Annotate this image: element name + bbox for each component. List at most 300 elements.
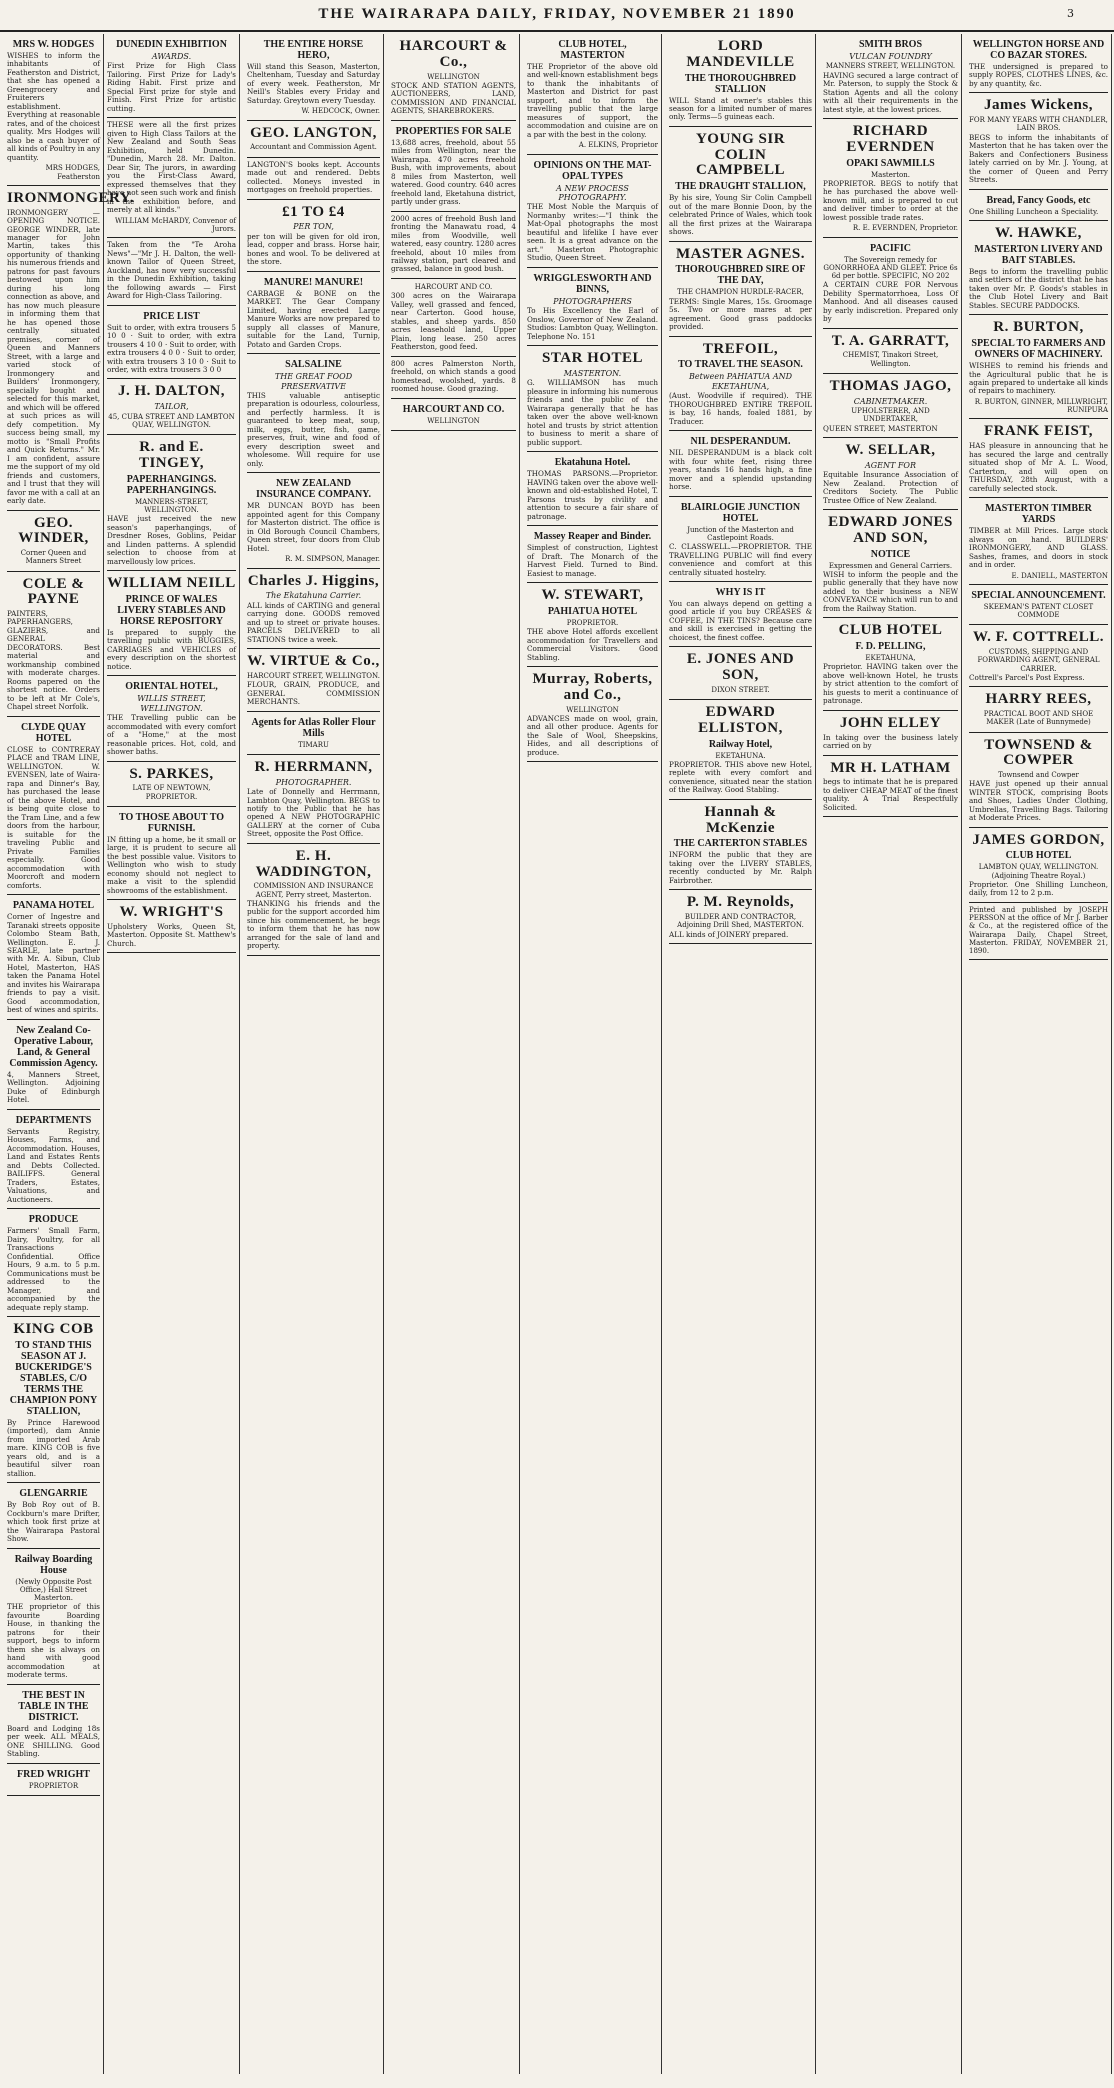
advertisement: [669, 497, 812, 582]
advertisement: [527, 526, 658, 583]
ad-headline: MANURE! MANURE!: [263, 276, 364, 288]
ad-headline: NEW ZEALAND INSURANCE COMPANY.: [255, 478, 371, 501]
ad-headline: ORIENTAL HOTEL,: [125, 681, 218, 693]
ad-body: IN fitting up a home, be it small or large, it is prudent to secure all the best possible value. Visitors to Wellington who wish to study economy should not neglect to make a visit to the splendid showrooms of the establishment.: [107, 834, 236, 895]
ad-body: QUEEN STREET, MASTERTON: [823, 423, 938, 433]
column-6: [666, 34, 816, 2074]
ad-headline: TO THOSE ABOUT TO FURNISH.: [119, 811, 224, 834]
ad-subline: SKEEMAN'S PATENT CLOSET COMMODE: [983, 602, 1094, 620]
ad-body: WISHES to remind his friends and the Agricultural public that he is again prepared to undertake all kinds of repairs to machinery.: [969, 361, 1108, 396]
advertisement: [391, 399, 516, 431]
ad-body: Suit to order, with extra trousers 5 10 0 · Suit to order, with extra trousers 4 10 0 · Suit to order, with extra trousers 4 0 0 · Suit to order, with extra trousers 3 10 0 · Suit to order, with extra trousers 3 0 0: [107, 322, 236, 374]
ad-headline-large: YOUNG SIR COLIN CAMPBELL: [695, 130, 786, 179]
ad-headline-large: CLUB HOTEL: [838, 622, 943, 639]
ad-headline-large: MR H. LATHAM: [830, 759, 951, 776]
ad-headline-large: Hannah & McKenzie: [704, 803, 777, 836]
advertisement: [669, 800, 812, 890]
advertisement: [391, 34, 516, 121]
ad-body: THE undersigned is prepared to supply ROPES, CLOTHES LINES, &c. by any quantity, &c.: [969, 62, 1108, 88]
ad-subline: PROPRIETOR: [28, 1781, 79, 1790]
ad-headline-large: STAR HOTEL: [542, 350, 643, 367]
ad-headline-large: KING COB: [13, 1321, 94, 1337]
ad-headline: TO TRAVEL THE SEASON.: [678, 359, 803, 371]
advertisement: [107, 306, 236, 380]
ad-body: Farmers' Small Farm, Dairy, Poultry, for all Transactions Confidential. Office Hours, 9 a.m. to 5 p.m. Communications must be addressed to the Manager, and accompanied by the adequate reply stamp.: [7, 1226, 100, 1312]
ad-subline: UPHOLSTERER, AND UNDERTAKER,: [851, 407, 930, 424]
ad-body: THOMAS PARSONS.—Proprietor. HAVING taken over the above well-known and old-established Hotel, T. Parsons trusts by civility and attention to secure a fair share of patronage.: [527, 469, 658, 521]
ad-body: Upholstery Works, Queen St, Masterton. Opposite St. Matthew's Church.: [107, 921, 236, 948]
ad-signature: WILLIAM McHARDY, Convenor of Jurors.: [114, 216, 236, 233]
ad-headline: Ekatahuna Hotel.: [554, 457, 631, 469]
ad-headline: THE THOROUGHBRED STALLION: [684, 72, 797, 95]
ad-body: A CERTAIN CURE FOR Nervous Debility Spermatorrhoea, Loss Of Manhood. And all diseases caused by early indiscretion. Prepared only by: [823, 280, 958, 324]
ad-body: Proprietor. HAVING taken over the above well-known Hotel, he trusts by strict attention to the comfort of his guests to merit a continuance of patronage.: [823, 662, 958, 706]
advertisement: [247, 272, 380, 354]
ad-headline-large: EDWARD ELLISTON,: [698, 704, 783, 736]
advertisement: [669, 700, 812, 800]
advertisement: [7, 1110, 100, 1209]
ad-headline-large: JOHN ELLEY: [839, 714, 942, 731]
ad-body: Simplest of construction, Lightest of Draft. The Monarch of the Harvest Field. Turned to Bind. Easiest to manage.: [527, 543, 658, 578]
advertisement: [969, 34, 1108, 93]
printer-imprint: Printed and published by JOSEPH PERSSON at the office of Mr J. Barber & Co., at the registered office of the Wairarapa Daily, Chapel Street, Masterton. FRIDAY, NOVEMBER 21, 1890.: [969, 905, 1108, 956]
ad-headline: OPINIONS ON THE MAT-OPAL TYPES: [533, 159, 652, 182]
ad-body: C. CLASSWELL.—PROPRIETOR. THE TRAVELLING PUBLIC will find every convenience and comfort at this centrally situated hostelry.: [669, 542, 812, 577]
ad-headline-large: Murray, Roberts, and Co.,: [532, 671, 653, 703]
page-number: 3: [1067, 7, 1074, 20]
ad-body: TIMBER at Mill Prices. Large stock always on hand. BUILDERS' IRONMONGERY, AND GLASS. Sashes, frames, and doors in stock and in order.: [969, 526, 1108, 570]
ad-subline: LATE OF NEWTOWN, PROPRIETOR.: [132, 784, 211, 801]
ad-subheading: The Ekatahuna Carrier.: [265, 591, 362, 601]
ad-body: THE Most Noble the Marquis of Normanby writes:—"I think the Mat-Opal photographs the most beautiful and lifelike I have ever seen. It is a great advance on the art." Masterton Photographic Studio, Queen Street.: [527, 202, 658, 263]
ad-signature: R. M. SIMPSON, Manager.: [285, 555, 380, 564]
ad-subline: CHEMIST, Tinakori Street, Wellington.: [842, 351, 939, 368]
advertisement: [969, 828, 1108, 903]
advertisement: [823, 329, 958, 374]
advertisement: [247, 121, 380, 158]
ad-headline: CLUB HOTEL, MASTERTON: [558, 39, 627, 61]
ad-headline: NIL DESPERANDUM.: [690, 436, 791, 448]
ad-headline-large: W. VIRTUE & Co.,: [247, 653, 380, 670]
advertisement: [669, 647, 812, 700]
advertisement: [823, 510, 958, 618]
advertisement: [969, 190, 1108, 221]
ad-headline: HARCOURT AND CO.: [402, 403, 505, 415]
advertisement: [669, 337, 812, 432]
advertisement: [7, 1209, 100, 1317]
ad-signature: R. BURTON, GINNER, MILLWRIGHT, RUNIPURA: [974, 397, 1108, 415]
ad-headline-large: HARCOURT & Co.,: [399, 38, 508, 70]
ad-headline-large: W. SELLAR,: [845, 442, 936, 459]
ad-subline: LAMBTON QUAY, WELLINGTON. (Adjoining Theatre Royal.): [978, 863, 1099, 880]
ad-body: FLOUR, GRAIN, PRODUCE, and GENERAL COMMISSION MERCHANTS.: [247, 680, 380, 707]
ad-headline: NOTICE: [870, 548, 911, 560]
ad-subline: PRACTICAL BOOT AND SHOE MAKER (Late of Bunnymede): [983, 710, 1094, 727]
advertisement: [7, 1549, 100, 1685]
advertisement: [107, 238, 236, 305]
ad-body: THANKING his friends and the public for the support accorded him since his commencement, he begs to inform them that he has now arranged for the sale of land and property.: [247, 898, 380, 951]
ad-headline: PRICE LIST: [143, 310, 200, 322]
advertisement: [669, 34, 812, 127]
ad-headline: GLENGARRIE: [19, 1488, 88, 1500]
advertisement: [247, 755, 380, 844]
ad-subline: PROPRIETOR.: [566, 618, 619, 627]
advertisement: [669, 242, 812, 337]
ad-subheading: AGENT FOR: [864, 460, 917, 470]
ad-subline: Corner Queen and Manners Street: [20, 549, 87, 566]
ad-headline-large: E. H. WADDINGTON,: [255, 847, 372, 880]
ad-signature: MRS HODGES, Featherston: [45, 164, 100, 181]
ad-subline: Townsend and Cowper: [998, 771, 1079, 780]
advertisement: [7, 1483, 100, 1548]
ad-headline-large: LORD MANDEVILLE: [686, 38, 795, 70]
advertisement: [969, 903, 1108, 961]
advertisement: [823, 238, 958, 329]
ad-subline: 45, CUBA STREET AND LAMBTON QUAY, WELLINGTON.: [108, 412, 235, 429]
advertisement: [7, 1020, 100, 1110]
ad-headline-large: Charles J. Higgins,: [247, 572, 380, 589]
ad-headline: WHY IS IT: [715, 586, 766, 598]
ad-headline-large: E. JONES AND SON,: [686, 651, 795, 684]
advertisement: [7, 717, 100, 895]
ad-headline-large: £1 TO £4: [282, 203, 345, 220]
ad-headline: Railway Hotel,: [708, 738, 773, 750]
ad-body: To His Excellency the Earl of Onslow, Governor of New Zealand. Studios: Lambton Quay, Wellington. Telephone No. 151: [527, 306, 658, 341]
ad-body: Cottrell's Parcel's Post Express.: [969, 672, 1085, 682]
ad-headline-large: J. H. DALTON,: [118, 383, 225, 400]
advertisement: [247, 712, 380, 755]
advertisement: [669, 582, 812, 647]
newspaper-title: THE WAIRARAPA DAILY, FRIDAY, NOVEMBER 21 1890: [318, 6, 796, 22]
ad-headline-large: TOWNSEND & COWPER: [984, 736, 1093, 769]
advertisement: [969, 419, 1108, 498]
advertisement: [247, 354, 380, 473]
ad-body: ALL kinds of JOINERY prepared.: [669, 929, 789, 939]
advertisement: [107, 379, 236, 435]
ad-headline: MRS W. HODGES: [12, 39, 95, 50]
ad-subheading: WILLIS STREET, WELLINGTON.: [137, 694, 206, 713]
ad-headline-large: WILLIAM NEILL: [107, 575, 236, 592]
ad-body: You can always depend on getting a good article if you buy CREASES & COFFEE, IN THE TINS? Because care and skill is exercised in getting the choicest, the finest coffee.: [669, 598, 812, 642]
ad-subheading: TAILOR,: [154, 402, 189, 412]
advertisement: [969, 315, 1108, 419]
ad-body: PAINTERS, PAPERHANGERS, GLAZIERS, and GENERAL DECORATORS. Best material and workmanship combined with moderate charges. Rooms papered on the shortest notice. Orders to be left at Mr Cole's, Chapel street Norfolk.: [7, 609, 100, 712]
ad-signature: E. DANIELL, MASTERTON: [1011, 571, 1108, 580]
ad-body: Proprietor. One Shilling Luncheon, daily, from 12 to 2 p.m.: [969, 879, 1108, 898]
advertisement: [969, 687, 1108, 732]
advertisement: [247, 569, 380, 650]
ad-body: Corner of Ingestre and Taranaki streets opposite Colombo Steam Bath, Wellington. E. J. SEARLE, late partner with Mr. A. Sibun, Club Hotel, Masterton, HAS taken the Panama Hotel and invites his Wairarapa friends to pay a visit. Good accommodation, best of wines and spirits.: [7, 912, 100, 1015]
ad-body: IRONMONGERY — OPENING NOTICE. GEORGE WINDER, late manager for John Martin, takes this opportunity of thanking his numerous friends and patrons for past favours bestowed upon him during his long connection as above, and has now much pleasure in informing them that he has opened those centrally situated premises, corner of Queen and Manners Street, with a large and varied stock of Ironmongery and Builders' Ironmongery, specially bought and selected for this market, and which will be offered at such prices as will defy competition. My success being small, my motto is "Small Profits and Quick Returns." Mr. I am confident, assure me the support of my old friends and customers, and I trust that they will favor me with a call at an early date.: [7, 207, 100, 506]
advertisement: [7, 1317, 100, 1483]
ad-body: In taking over the business lately carried on by: [823, 732, 958, 751]
advertisement: [391, 279, 516, 357]
ad-headline: SPECIAL ANNOUNCEMENT.: [971, 589, 1106, 601]
ad-headline: FRED WRIGHT: [17, 1768, 90, 1780]
ad-subline: Accountant and Commission Agent.: [250, 143, 377, 152]
advertisement: [823, 756, 958, 818]
ad-headline-large: R. HERRMANN,: [254, 758, 373, 775]
ad-headline-large: COLE & PAYNE: [22, 575, 85, 608]
ad-subline: EKETAHUNA.: [715, 751, 766, 760]
ad-body: G. WILLIAMSON has much pleasure in informing his numerous friends and the public of the Wairarapa generally that he has taken over the above well-known hotel and trusts by strict attention to business to merit a share of public support.: [527, 378, 658, 447]
ad-headline: Railway Boarding House: [14, 1553, 93, 1576]
ad-body: CLOSE to CONTRERAY PLACE and TRAM LINE, WELLINGTON. W. EVENSEN, late of Waira-rapa and Dinner's Bay, has purchased the lease of the above Hotel, and is being quite close to the Tram Line, and a few doors from the harbour, is suitable for the traveling Public and Private Families especially. Good accommodation with Moorcroft and modern comforts.: [7, 744, 100, 890]
ad-body: LANGTON'S books kept. Accounts made out and rendered. Debts collected. Moneys invested in mortgages on freehold properties.: [247, 159, 380, 195]
advertisement: [823, 374, 958, 438]
ad-headline: MASTERTON TIMBER YARDS: [985, 503, 1092, 526]
advertisement: [969, 221, 1108, 315]
ad-subline: TIMARU: [298, 740, 329, 749]
ad-subline: WELLINGTON: [566, 705, 619, 714]
ad-body: Is prepared to supply the travelling public with BUGGIES, CARRIAGES and VEHICLES of every description on the shortest notice.: [107, 627, 236, 671]
ad-body: WISH to inform the people and the public generally that they have now added to their business a NEW CONVEYANCE which will run to and from the Railway Station.: [823, 570, 958, 613]
ad-body: per ton will be given for old iron, lead, copper and brass. Horse hair, bones and wool. To be delivered at the store.: [247, 231, 380, 267]
ad-subheading: MASTERTON.: [563, 369, 622, 378]
ad-headline: THOROUGHBRED SIRE OF THE DAY,: [675, 264, 806, 287]
advertisement: [247, 34, 380, 121]
advertisement: [527, 452, 658, 526]
ad-body: begs to intimate that he is prepared to deliver CHEAP MEAT of the finest quality. A Trial Respectfully Solicited.: [823, 777, 958, 812]
advertisement: [391, 121, 516, 212]
advertisement: [969, 625, 1108, 687]
ad-subline: BUILDER AND CONTRACTOR, Adjoining Drill Shed, MASTERTON.: [677, 913, 804, 930]
ad-body: 4, Manners Street, Wellington. Adjoining Duke of Edinburgh Hotel.: [7, 1069, 100, 1105]
ad-subheading: AWARDS.: [151, 52, 192, 61]
ad-headline-large: GEO. WINDER,: [18, 514, 89, 547]
column-3: [244, 34, 384, 2074]
ad-body: HAVING secured a large contract of Mr. Paterson, to supply the Stock & Station Agents and all the colony with all their requirements in the latest style, at the lowest prices.: [823, 70, 958, 114]
advertisement: [247, 473, 380, 568]
ad-headline-large: THOMAS JAGO,: [829, 377, 952, 394]
ad-headline-large: W. F. COTTRELL.: [972, 629, 1104, 646]
ad-signature: W. HEDCOCK, Owner.: [301, 107, 380, 116]
advertisement: [7, 1685, 100, 1764]
ad-subline: (Newly Opposite Post Office,) Hall Street Masterton.: [15, 1577, 92, 1603]
advertisement: [107, 118, 236, 238]
ad-headline: CLUB HOTEL: [1005, 850, 1072, 862]
ad-subline: The Sovereign remedy for GONORRHOEA AND GLEET. Price 6s 6d per bottle. SPECIFIC, NO 202: [823, 255, 958, 281]
ad-headline-large: W. STEWART,: [541, 587, 644, 604]
ad-body: One Shilling Luncheon a Speciality.: [969, 206, 1099, 216]
column-1: [4, 34, 135, 2074]
advertisement: [7, 511, 100, 572]
advertisement: [669, 127, 812, 242]
ad-headline: CLYDE QUAY HOTEL: [20, 721, 87, 744]
ad-subheading: THE GREAT FOOD PRESERVATIVE: [274, 372, 353, 391]
ad-headline: SALSALINE: [285, 359, 342, 371]
ad-body: THESE were all the first prizes given to High Class Tailors at the New Zealand and South Seas Exhibition, held Dunedin. "Dunedin, March 28. Mr. Dalton. Dear Sir, The jurors, in awarding you the First-Class Award, expressed themselves that they have not seen such work and finish in the exhibition before, and merely at all kinds.": [107, 120, 236, 215]
advertisement: [247, 844, 380, 956]
advertisement: [527, 268, 658, 346]
advertisement: [391, 212, 516, 279]
advertisement: [7, 1764, 100, 1796]
ad-body: THE Proprietor of the above old and well-known establishment begs to thank the inhabitants of Masterton and District for past support, and to inform the travelling public that the large measures of support, the accommodation and cuisine are on a par with the best in the colony.: [527, 62, 658, 139]
ad-headline: PROPERTIES FOR SALE: [395, 125, 512, 137]
ad-subline: WELLINGTON: [427, 416, 480, 425]
ad-body: INFORM the public that they are taking over the LIVERY STABLES, recently conducted by Mr. Ralph Fairbrother.: [669, 850, 812, 885]
advertisement: [823, 34, 958, 119]
ad-headline: WELLINGTON HORSE AND CO BAZAR STORES.: [972, 39, 1105, 61]
ad-headline: Bread, Fancy Goods, etc: [986, 194, 1091, 206]
advertisement: [7, 895, 100, 1020]
advertisement: [7, 572, 100, 717]
ad-subline: HARCOURT STREET, WELLINGTON.: [247, 671, 380, 680]
advertisement: [969, 585, 1108, 626]
ad-headline-large: James Wickens,: [984, 97, 1093, 114]
ad-headline: WRIGGLESWORTH AND BINNS,: [533, 272, 652, 295]
ad-headline-large: JAMES GORDON,: [972, 831, 1105, 848]
ad-subline: MANNERS STREET, WELLINGTON.: [825, 62, 956, 71]
column-8: [966, 34, 1112, 2074]
advertisement: [823, 119, 958, 237]
ad-body: Board and Lodging 18s per week. ALL MEALS, ONE SHILLING. Good Stabling.: [7, 1723, 100, 1759]
ad-headline: BLAIRLOGIE JUNCTION HOTEL: [680, 501, 801, 524]
advertisement: [823, 711, 958, 756]
ad-body: 13,688 acres, freehold, about 55 miles from Wellington, near the Wairarapa. 470 acres freehold Bush, with improvements, about 8 miles from Masterton, well watered. Good country. 640 acres freehold land, Eketahuna district, partly under grass.: [391, 137, 516, 207]
advertisement: [823, 618, 958, 710]
ad-headline: SMITH BROS: [858, 39, 923, 50]
ad-headline-large: EDWARD JONES AND SON,: [828, 514, 953, 546]
advertisement: [7, 34, 100, 186]
advertisement: [107, 807, 236, 900]
ad-body: WILL Stand at owner's stables this season for a limited number of mares only. Terms—5 guineas each.: [669, 95, 812, 122]
advertisement: [391, 357, 516, 399]
ad-headline: PAPERHANGINGS. PAPERHANGINGS.: [126, 473, 217, 496]
ad-body: MR DUNCAN BOYD has been appointed agent for this Company for Masterton district. The office is in Old Borough Council Chambers, Queen street, four doors from Club Hotel.: [247, 501, 380, 553]
column-4: [388, 34, 520, 2074]
ad-headline-large: TREFOIL,: [702, 340, 779, 357]
ad-headline: TO STAND THIS SEASON AT J. BUCKERIDGE'S STABLES, C/O TERMS THE CHAMPION PONY STALLION,: [9, 1339, 98, 1417]
advertisement: [247, 158, 380, 200]
ad-subheading: PHOTOGRAPHERS: [553, 296, 632, 306]
advertisement: [107, 900, 236, 953]
advertisement: [247, 649, 380, 711]
ad-subline: Expressmen and General Carriers.: [828, 561, 953, 570]
ad-headline: SPECIAL TO FARMERS AND OWNERS OF MACHINERY.: [971, 338, 1106, 361]
ad-headline-large: P. M. Reynolds,: [686, 894, 795, 911]
column-5: [524, 34, 662, 2074]
ad-subheading: Between PAHIATUA AND EKETAHUNA,: [688, 372, 793, 391]
ad-signature: A. ELKINS, Proprietor: [578, 141, 658, 150]
ad-subline: COMMISSION AND INSURANCE AGENT, Perry street, Masterton.: [253, 882, 374, 899]
ad-subline: EKETAHUNA,: [865, 654, 916, 663]
advertisement: [107, 676, 236, 761]
ad-headline: F. D. PELLING,: [855, 641, 926, 653]
ad-body: Equitable Insurance Association of New Zealand. Protection of Creditors Society. The Public Trustee Office of New Zealand.: [823, 470, 958, 505]
advertisement: [7, 186, 135, 511]
ad-headline-large: W. HAWKE,: [995, 225, 1082, 242]
ad-subheading: CABINETMAKER.: [853, 396, 928, 406]
ad-subline: HARCOURT AND CO.: [414, 282, 493, 291]
ad-subline: WELLINGTON: [427, 72, 480, 81]
ad-subline: MANNERS-STREET, WELLINGTON.: [134, 497, 209, 514]
advertisement: [107, 34, 236, 118]
ad-body: TERMS: Single Mares, 15s. Groomage 5s. Two or more mares at per agreement. Good grass paddocks provided.: [669, 296, 812, 332]
ad-body: 2000 acres of freehold Bush land fronting the Manawatu road, 4 miles from Woodville, well watered, easy country. 1280 acres freehold, about 10 miles from railway station, part cleared and grassed, balance in good bush.: [391, 213, 516, 274]
ad-subheading: A NEW PROCESS PHOTOGRAPHY.: [556, 183, 629, 203]
ad-subline: CUSTOMS, SHIPPING AND FORWARDING AGENT, GENERAL CARRIER.: [977, 648, 1100, 673]
ad-headline-large: FRANK FEIST,: [983, 423, 1094, 440]
ad-body: Begs to inform the travelling public and settlers of the district that he has taken over Mr. P. Goods's stables in the Club Hotel Livery and Bait Stables. SECURE PADDOCKS.: [969, 266, 1108, 310]
ad-body: ALL kinds of CARTING and general carrying done. GOODS removed and up to street or private houses. PARCELS DELIVERED to all STATIONS twice a week.: [247, 600, 380, 644]
ad-body: WISHES to inform the inhabitants of Featherston and District, that she has opened a Greengrocery and Fruiterers establishment. Everything at reasonable rates, and of the choicest quality. Mrs Hodges will also be a cash buyer of all kinds of Poultry in any quantity.: [7, 51, 100, 162]
ad-headline: PANAMA HOTEL: [12, 900, 95, 912]
ad-body: Late of Donnelly and Herrmann, Lambton Quay, Wellington. BEGS to notify to the Public that he has opened A NEW PHOTOGRAPHIC GALLERY at the corner of Cuba Street, opposite the Post Office.: [247, 787, 380, 839]
ad-headline-large: T. A. GARRATT,: [831, 332, 950, 349]
ad-body: NIL DESPERANDUM is a black colt with four white feet, rising three years, stands 16 hands high, a fine mover and a splendid upstanding horse.: [669, 448, 812, 492]
ad-headline-large: GEO. LANGTON,: [250, 124, 377, 141]
ad-headline: OPAKI SAWMILLS: [846, 157, 935, 169]
ad-headline: Massey Reaper and Binder.: [533, 531, 652, 543]
ad-body: Servants Registry, Houses, Farms, and Accommodation. Houses, Land and Estates Rents and Debts Collected. BAILIFFS. General Traders, Estates, Valuations, and Auctioneers.: [7, 1126, 100, 1204]
ad-headline: Agents for Atlas Roller Flour Mills: [251, 716, 376, 739]
ad-body: Will stand this Season, Masterton, Cheltenham, Tuesday and Saturday of every week. Featherston, Mr Neill's Stables every Friday and Saturday. Greytown every Tuesday.: [247, 62, 380, 105]
ad-body: ADVANCES made on wool, grain, and all other produce. Agents for the Sale of Wool, Sheepskins, Hides, and all descriptions of produce.: [527, 713, 658, 757]
advertisement: [969, 93, 1108, 189]
ad-headline-large: MASTER AGNES.: [675, 245, 806, 262]
ad-body: Taken from the "Te Aroha News"—"Mr J. H. Dalton, the well-known Tailor of Queen Street, Auckland, has now very successful in the Dunedin Exhibition, taking the following awards — First Award for High-Class Tailoring.: [107, 240, 236, 301]
ad-headline-large: R. and E. TINGEY,: [138, 439, 205, 471]
ad-headline: PRINCE OF WALES LIVERY STABLES AND HORSE REPOSITORY: [117, 593, 226, 627]
ad-headline: THE ENTIRE HORSE HERO,: [263, 39, 364, 61]
ad-body: HAS pleasure in announcing that he has secured the large and centrally situated shop of Mr A. L. Wood, Carterton, and will open on THURSDAY, 28th August, with a carefully selected stock.: [969, 441, 1108, 493]
ad-body: HAVE just opened up their annual WINTER STOCK, comprising Boots and Shoes, Ladies Under Clothing, Umbrellas, Travelling Bags. Tailoring at Moderate Prices.: [969, 779, 1108, 823]
ad-headline: DEPARTMENTS: [15, 1114, 92, 1126]
advertisement: [527, 667, 658, 762]
ad-body: By his sire, Young Sir Colin Campbell out of the mare Bonnie Doon, by the celebrated Prince of Wales, which took all the first prizes at the Wairarapa shows.: [669, 193, 812, 237]
advertisement: [669, 890, 812, 944]
ad-body: THE proprietor of this favourite Boarding House, in thanking the patrons for their support, begs to inform them she is always on hand with good accommodation at moderate terms.: [7, 1602, 100, 1680]
advertisement: [527, 34, 658, 155]
ad-headline: DUNEDIN EXHIBITION: [116, 39, 227, 50]
ad-headline: PAHIATUA HOTEL: [547, 605, 638, 617]
ad-signature: R. E. EVERNDEN, Proprietor.: [852, 224, 958, 233]
ad-subheading: PHOTOGRAPHER.: [275, 777, 352, 787]
ad-body: By Prince Harewood (imported), dam Annie from imported Arab mare. KING COB is five years old, and is a beautiful silver roan stallion.: [7, 1417, 100, 1478]
ad-headline-large: W. WRIGHT'S: [119, 904, 224, 921]
ad-body: CARBAGE & BONE on the MARKET. The Gear Company Limited, having erected Large Manure Works are now prepared to supply all classes of Manure, suitable for the Land, Turnip, Potato and Garden Crops.: [247, 288, 380, 349]
ad-headline-large: RICHARD EVERNDEN: [846, 123, 935, 155]
column-2: [104, 34, 240, 2074]
ad-body: PROPRIETOR. BEGS to notify that he has purchased the above well-known mill, and is prepared to cut and deliver timber to order at the lowest possible trade rates.: [823, 178, 958, 222]
ad-body: THE above Hotel affords excellent accommodation for Travellers and Commercial Visitors. Good Stabling.: [527, 627, 658, 662]
ad-body: First Prize for High Class Tailoring. First Prize for Lady's Riding Habit. First prize and Special First prize for style and Finish. First Prize for artistic cutting.: [107, 61, 236, 113]
advertisement: [527, 346, 658, 452]
ad-body: THE Travelling public can be accommodated with every comfort of a "Home," at the most reasonable prices. Hot, cold, and shower baths.: [107, 713, 236, 757]
ad-body: 300 acres on the Wairarapa Valley, well grassed and fenced, near Carterton. Good house, stables, and sheep yards. 850 acres leasehold land, Upper Plain, long lease. 250 acres Featherston, good feed.: [391, 291, 516, 352]
ad-body: STOCK AND STATION AGENTS, AUCTIONEERS, LAND, COMMISSION AND FINANCIAL AGENTS, SHAREBROKERS.: [391, 80, 516, 116]
ad-body: BEGS to inform the inhabitants of Masterton that he has taken over the Bakers and Confectioners Business lately carried on by Mr. J. Young, at the corner of Queen and Perry Streets.: [969, 132, 1108, 185]
ad-headline: THE CARTERTON STABLES: [673, 838, 808, 850]
advertisement: [669, 431, 812, 496]
ad-body: PROPRIETOR. THIS above new Hotel, replete with every comfort and convenience, situated near the station of the Railway. Good Stabling.: [669, 759, 812, 795]
ad-body: HAVE just received the new season's paperhangings, of Dresdner Roses, Goblins, Peidar and Linden patterns. A splendid selection to choose from at marvellously low prices.: [107, 514, 236, 566]
ad-body: 800 acres Palmerston North, freehold, on which stands a good homestead, woolshed, yards. 8 roomed house. Good grazing.: [391, 358, 516, 394]
advertisement: [107, 762, 236, 807]
ad-body: By Bob Roy out of B. Cockburn's mare Drifter, which took first prize at the Wairarapa Pastoral Show.: [7, 1500, 100, 1544]
ad-headline-large: S. PARKES,: [129, 765, 214, 782]
advertisement: [247, 200, 380, 272]
advertisement: [107, 571, 236, 676]
ad-subline: DIXON STREET.: [711, 685, 770, 694]
advertisement: [823, 438, 958, 510]
ad-subline: Junction of the Masterton and Castlepoint Roads.: [687, 525, 794, 542]
ad-subline: FOR MANY YEARS WITH CHANDLER, LAIN BROS.: [969, 116, 1108, 133]
advertisement: [107, 435, 236, 571]
advertisement: [969, 733, 1108, 828]
ad-body: (Aust. Woodville if required). THE THOROUGHBRED ENTIRE TREFOIL is bay, 16 hands, foaled 1881, by Traducer.: [669, 391, 812, 426]
